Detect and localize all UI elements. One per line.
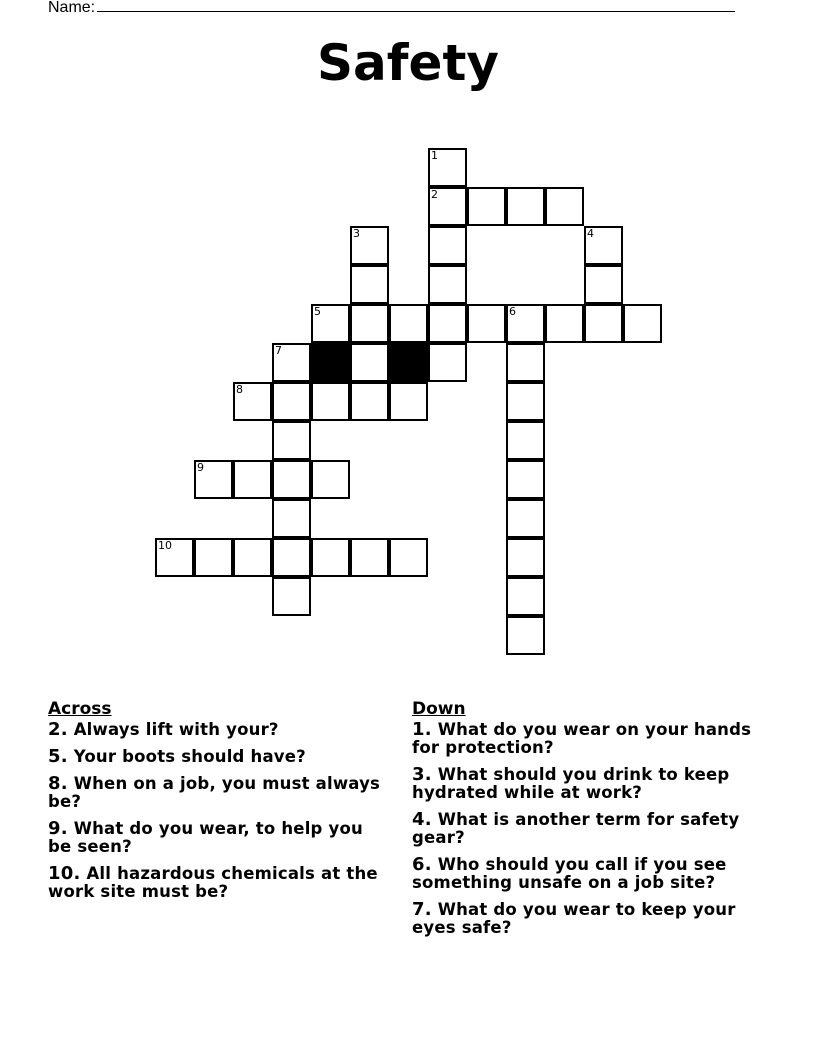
grid-cell[interactable] (350, 304, 389, 343)
down-heading: Down (412, 699, 466, 719)
clue-item (48, 820, 388, 856)
cell-number: 2 (431, 188, 438, 201)
clue-item (48, 721, 388, 739)
grid-cell[interactable] (272, 499, 311, 538)
cell-number: 4 (587, 227, 594, 240)
grid-cell[interactable] (506, 343, 545, 382)
name-label: Name: (48, 0, 96, 16)
clue-number: 1. (412, 719, 432, 740)
clue-number: 2. (48, 719, 68, 740)
grid-cell[interactable] (272, 421, 311, 460)
grid-cell[interactable] (506, 616, 545, 655)
grid-cell[interactable] (428, 148, 467, 187)
cell-number: 10 (158, 539, 172, 552)
clue-item (412, 721, 772, 757)
across-heading: Across (48, 699, 112, 719)
grid-cell[interactable] (389, 382, 428, 421)
grid-cell[interactable] (272, 382, 311, 421)
clue-text: All hazardous chemicals at the work site must be? (48, 864, 378, 901)
clue-text: Your boots should have? (67, 747, 306, 766)
cell-number: 1 (431, 149, 438, 162)
cell-number: 5 (314, 305, 321, 318)
grid-cell[interactable] (506, 460, 545, 499)
grid-cell[interactable] (233, 538, 272, 577)
grid-cell[interactable] (584, 304, 623, 343)
grid-cell[interactable] (506, 382, 545, 421)
grid-cell[interactable] (272, 538, 311, 577)
clue-item (48, 865, 388, 901)
down-clues (412, 700, 772, 946)
grid-cell[interactable] (194, 538, 233, 577)
clue-item (48, 748, 388, 766)
clue-number: 9. (48, 818, 68, 839)
clue-number: 3. (412, 764, 432, 785)
cell-number: 6 (509, 305, 516, 318)
clue-number: 5. (48, 746, 68, 767)
clue-text: What is another term for safety gear? (412, 810, 740, 847)
clue-item (48, 775, 388, 811)
grid-cell[interactable] (350, 343, 389, 382)
grid-cell[interactable] (350, 382, 389, 421)
grid-cell[interactable] (311, 460, 350, 499)
grid-cell[interactable] (272, 343, 311, 382)
grid-cell[interactable] (233, 382, 272, 421)
grid-cell[interactable] (545, 187, 584, 226)
black-square (389, 343, 428, 382)
grid-cell[interactable] (311, 538, 350, 577)
clue-text: When on a job, you must always be? (48, 774, 381, 811)
grid-cell[interactable] (428, 343, 467, 382)
grid-cell[interactable] (467, 187, 506, 226)
cell-number: 3 (353, 227, 360, 240)
clue-number: 7. (412, 899, 432, 920)
clue-number: 10. (48, 863, 81, 884)
black-square (311, 343, 350, 382)
grid-cell[interactable] (233, 460, 272, 499)
grid-cell[interactable] (194, 460, 233, 499)
clue-text: What do you wear on your hands for protection? (412, 720, 752, 757)
grid-cell[interactable] (506, 577, 545, 616)
grid-cell[interactable] (428, 265, 467, 304)
grid-cell[interactable] (545, 304, 584, 343)
grid-cell[interactable] (311, 382, 350, 421)
clue-number: 4. (412, 809, 432, 830)
grid-cell[interactable] (389, 304, 428, 343)
grid-cell[interactable] (506, 421, 545, 460)
grid-cell[interactable] (428, 226, 467, 265)
clue-item (412, 811, 772, 847)
grid-cell[interactable] (350, 226, 389, 265)
grid-cell[interactable] (623, 304, 662, 343)
clue-text: Who should you call if you see something unsafe on a job site? (412, 855, 727, 892)
clue-text: What do you wear to keep your eyes safe? (412, 900, 736, 937)
clue-item (412, 766, 772, 802)
grid-cell[interactable] (584, 265, 623, 304)
cell-number: 7 (275, 344, 282, 357)
clue-text: What should you drink to keep hydrated while at work? (412, 765, 730, 802)
clue-text: Always lift with your? (67, 720, 279, 739)
across-clue-list (48, 721, 388, 901)
cell-number: 8 (236, 383, 243, 396)
cell-number: 9 (197, 461, 204, 474)
grid-cell[interactable] (389, 538, 428, 577)
down-clue-list (412, 721, 772, 937)
grid-cell[interactable] (428, 187, 467, 226)
grid-cell[interactable] (350, 538, 389, 577)
grid-cell[interactable] (506, 499, 545, 538)
clue-number: 8. (48, 773, 68, 794)
grid-cell[interactable] (155, 538, 194, 577)
grid-cell[interactable] (428, 304, 467, 343)
grid-cell[interactable] (350, 265, 389, 304)
clue-number: 6. (412, 854, 432, 875)
grid-cell[interactable] (584, 226, 623, 265)
clue-text: What do you wear, to help you be seen? (48, 819, 363, 856)
grid-cell[interactable] (467, 304, 506, 343)
grid-cell[interactable] (272, 460, 311, 499)
grid-cell[interactable] (506, 538, 545, 577)
grid-cell[interactable] (272, 577, 311, 616)
clue-item (412, 856, 772, 892)
across-clues (48, 700, 388, 910)
grid-cell[interactable] (506, 304, 545, 343)
grid-cell[interactable] (506, 187, 545, 226)
grid-cell[interactable] (311, 304, 350, 343)
clue-item (412, 901, 772, 937)
page-title: Safety (317, 34, 499, 92)
